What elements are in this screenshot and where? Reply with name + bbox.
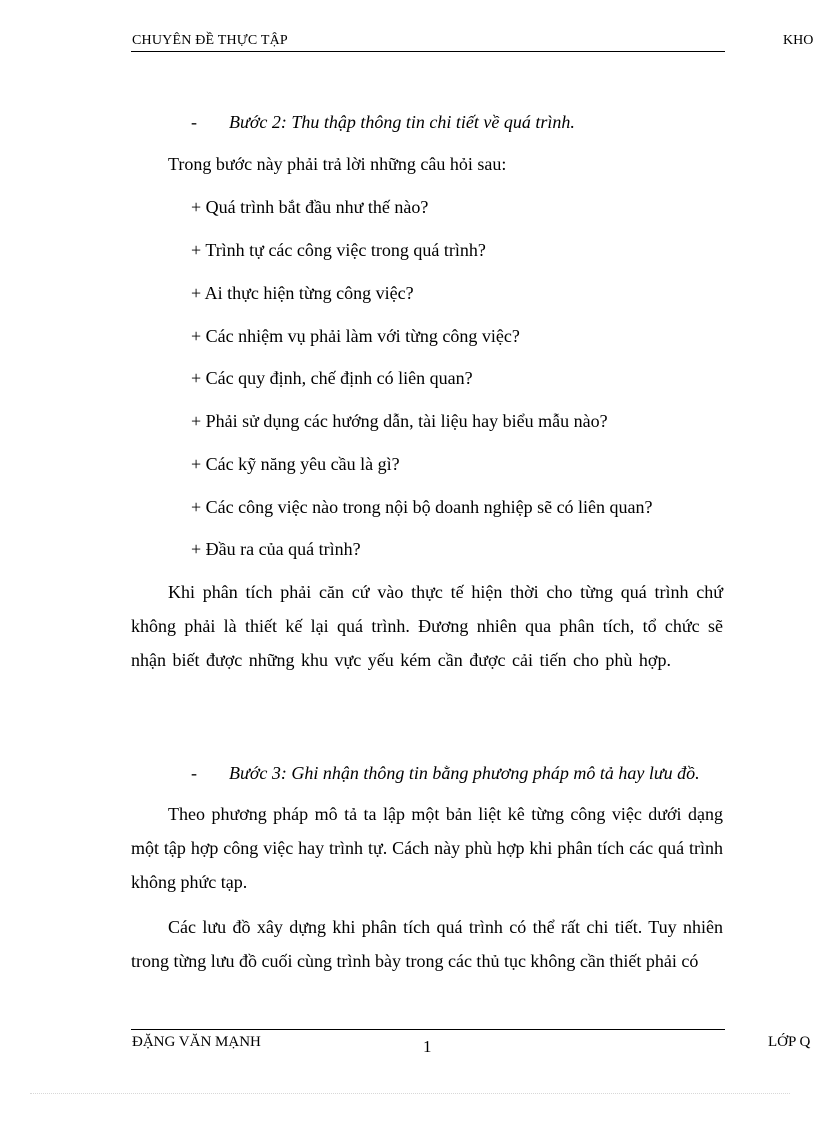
question-item: + Phải sử dụng các hướng dẫn, tài liệu hay biểu mẫu nào? — [191, 411, 608, 431]
page-bottom-edge — [30, 1093, 790, 1094]
question-item: + Các nhiệm vụ phải làm với từng công việc? — [191, 326, 520, 346]
question-item: + Các quy định, chế định có liên quan? — [191, 368, 473, 388]
question-item: + Các công việc nào trong nội bộ doanh nghiệp sẽ có liên quan? — [191, 497, 653, 517]
step2-paragraph: Khi phân tích phải căn cứ vào thực tế hiện thời cho từng quá trình chứ không phải là thiết kế lại quá trình. Đương nhiên qua phân tích, tổ chức sẽ nhận biết được những khu vực yếu kém cần được cải tiến cho phù hợp. — [131, 582, 723, 670]
question-item: + Trình tự các công việc trong quá trình? — [191, 240, 486, 260]
question-item: + Ai thực hiện từng công việc? — [191, 283, 414, 303]
step2-dash: - — [191, 112, 197, 132]
step3-dash: - — [191, 763, 197, 783]
header-title: CHUYÊN ĐỀ THỰC TẬP — [132, 33, 288, 48]
question-item: + Đầu ra của quá trình? — [191, 539, 361, 559]
page-number: 1 — [423, 1037, 432, 1056]
question-item: + Các kỹ năng yêu cầu là gì? — [191, 454, 400, 474]
step3-paragraph-2: Các lưu đồ xây dựng khi phân tích quá trình có thể rất chi tiết. Tuy nhiên trong từng lưu đồ cuối cùng trình bày trong các thủ tục không cần thiết phải có — [131, 917, 723, 971]
header-divider — [131, 51, 725, 52]
step2-intro: Trong bước này phải trả lời những câu hỏi sau: — [168, 154, 507, 174]
header-right-text: KHO — [783, 33, 814, 48]
step3-paragraph-1: Theo phương pháp mô tả ta lập một bản liệt kê từng công việc dưới dạng một tập hợp công việc hay trình tự. Cách này phù hợp khi phân tích các quá trình không phức tạp. — [131, 804, 723, 892]
footer-author: ĐẶNG VĂN MẠNH — [132, 1034, 261, 1050]
step2-heading: Bước 2: Thu thập thông tin chi tiết về quá trình. — [229, 112, 575, 132]
question-item: + Quá trình bắt đầu như thế nào? — [191, 197, 429, 217]
step3-heading: Bước 3: Ghi nhận thông tin bằng phương pháp mô tả hay lưu đồ. — [229, 763, 700, 783]
footer-divider — [131, 1029, 725, 1030]
footer-class: LỚP Q — [768, 1034, 811, 1050]
